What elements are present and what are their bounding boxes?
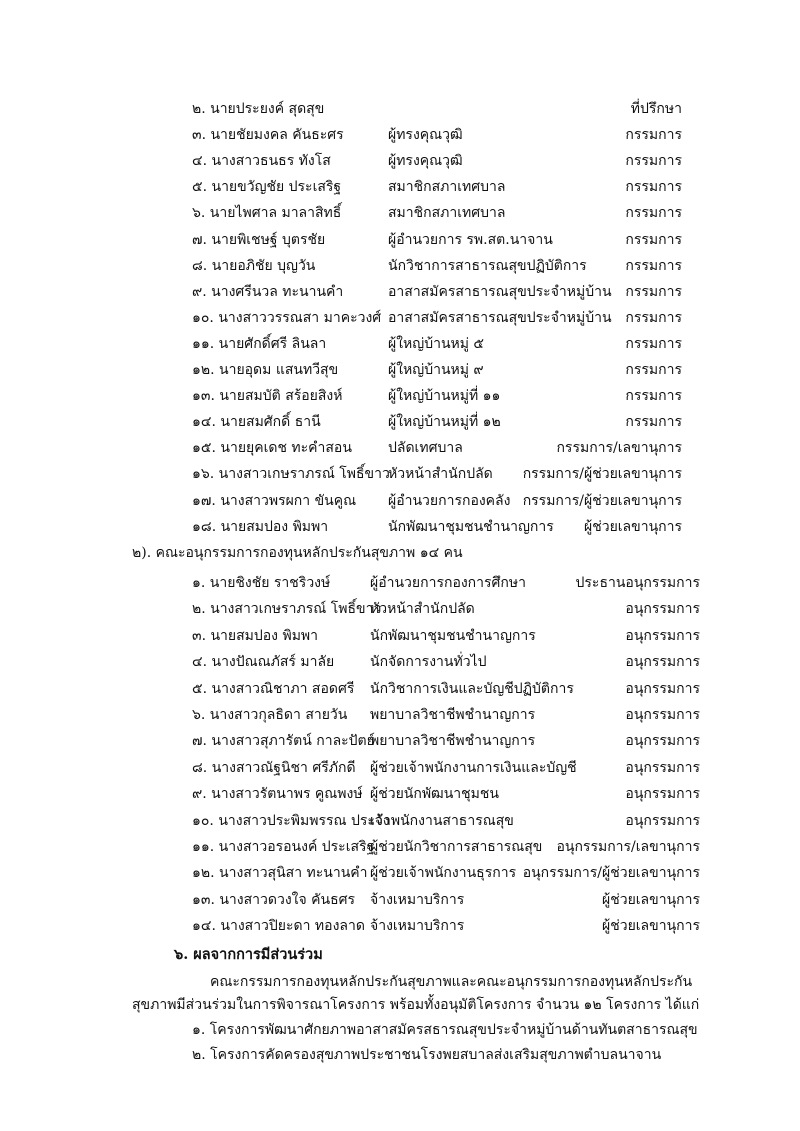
member-position: ผู้ช่วยเจ้าพนักงานธุรการ xyxy=(370,865,517,882)
subcommittee-row xyxy=(0,597,800,621)
member-name: ๑๘. นายสมปอง พิมพา xyxy=(192,518,329,535)
member-position: พยาบาลวิชาชีพชำนาญการ xyxy=(370,707,536,723)
committee-row xyxy=(0,280,800,304)
member-name: ๑๐. นางสาวประพิมพรรณ ประวัง xyxy=(192,812,390,829)
member-name: ๑๕. นายยุคเดช ทะคำสอน xyxy=(192,440,352,457)
member-name: ๑๔. นายสมศักดิ์ ธานี xyxy=(192,414,321,431)
committee-row xyxy=(0,97,800,121)
committee-row xyxy=(0,201,800,225)
member-position: ผู้ใหญ่บ้านหมู่ ๕ xyxy=(388,335,485,352)
committee-row xyxy=(0,436,800,460)
member-name: ๑๗. นางสาวพรผกา ขันคูณ xyxy=(192,492,357,509)
member-role: ประธานอนุกรรมการ xyxy=(575,575,700,591)
member-name: ๕. นางสาวณิชาภา สอดศรี xyxy=(192,680,355,697)
member-name: ๗. นายพิเชษฐ์ บุตรชัย xyxy=(192,231,326,248)
committee-row xyxy=(0,332,800,356)
member-name: ๑. นายชิงชัย ราชริวงษ์ xyxy=(192,575,331,591)
member-position: ผู้ใหญ่บ้านหมู่ที่ ๑๑ xyxy=(388,388,501,405)
member-role: กรรมการ xyxy=(625,179,682,196)
member-position: ผู้ใหญ่บ้านหมู่ ๙ xyxy=(388,362,484,378)
member-role: กรรมการ xyxy=(625,388,682,405)
member-name: ๑๒. นางสาวสุนิสา ทะนานคำ xyxy=(192,865,368,882)
member-name: ๕. นายขวัญชัย ประเสริฐ xyxy=(192,179,342,196)
member-role: กรรมการ xyxy=(625,153,682,170)
member-position: สมาชิกสภาเทศบาล xyxy=(388,205,506,222)
member-position: หัวหน้าสำนักปลัด xyxy=(388,466,493,483)
committee-row xyxy=(0,149,800,173)
member-name: ๔. นางสาวธนธร ทังโส xyxy=(192,153,331,170)
member-role: กรรมการ xyxy=(625,309,682,326)
member-name: ๑๐. นางสาววรรณสา มาคะวงศ์ xyxy=(192,309,382,326)
member-name: ๘. นายอภิชัย บุญวัน xyxy=(192,257,316,274)
member-name: ๘. นางสาวณัฐนิชา ศรีภักดี xyxy=(192,759,356,776)
member-role: อนุกรรมการ xyxy=(625,707,700,723)
committee-row xyxy=(0,410,800,434)
member-name: ๗. นางสาวสุภารัตน์ กาละปัตย์ xyxy=(192,733,375,750)
committee-row xyxy=(0,462,800,486)
member-name: ๑๒. นายอุดม แสนทวีสุข xyxy=(192,362,339,378)
member-role: กรรมการ xyxy=(625,335,682,352)
subcommittee-row xyxy=(0,914,800,938)
member-position: ผู้อำนวยการกองคลัง xyxy=(388,492,511,509)
member-role: อนุกรรมการ xyxy=(625,680,700,697)
committee-row xyxy=(0,489,800,513)
member-role: กรรมการ/เลขานุการ xyxy=(556,440,682,457)
member-role: อนุกรรมการ/เลขานุการ xyxy=(556,839,700,855)
section6-heading: ๖. ผลจากการมีส่วนร่วม xyxy=(174,946,323,963)
section6-paragraph-line2: สุขภาพมีส่วนร่วมในการพิจารณาโครงการ พร้อมทั้งอนุมัติโครงการ จำนวน ๑๒ โครงการ ได้แก่ xyxy=(132,997,700,1013)
committee-row xyxy=(0,123,800,147)
member-name: ๑๑. นางสาวอรอนงค์ ประเสริฐ xyxy=(192,839,375,855)
subcommittee-row xyxy=(0,835,800,859)
member-name: ๖. นายไพศาล มาลาสิทธิ์ xyxy=(192,205,342,222)
member-position: นักพัฒนาชุมชนชำนาญการ xyxy=(388,518,554,535)
subcommittee-row xyxy=(0,756,800,780)
subcommittee-row xyxy=(0,703,800,727)
member-position: เจ้าพนักงานสาธารณสุข xyxy=(370,812,514,829)
member-role: อนุกรรมการ xyxy=(625,654,700,671)
member-name: ๓. นายสมปอง พิมพา xyxy=(192,627,319,644)
member-position: ผู้ทรงคุณวุฒิ xyxy=(388,127,463,144)
member-name: ๑๑. นายศักดิ์ศรี ลินลา xyxy=(192,335,327,352)
member-position: ปลัดเทศบาล xyxy=(388,440,463,457)
subcommittee-row xyxy=(0,677,800,701)
committee-row xyxy=(0,384,800,408)
member-name: ๙. นางสาวรัตนาพร คูณพงษ์ xyxy=(192,786,363,803)
subcommittee-row xyxy=(0,571,800,595)
subcommittee-row xyxy=(0,624,800,648)
member-position: ผู้อำนวยการ รพ.สต.นาจาน xyxy=(388,231,553,248)
member-position: นักวิชาการสาธารณสุขปฏิบัติการ xyxy=(388,257,587,274)
subcommittee-row xyxy=(0,809,800,833)
member-position: จ้างเหมาบริการ xyxy=(370,918,465,935)
member-role: อนุกรรมการ xyxy=(625,627,700,644)
member-role: กรรมการ xyxy=(625,283,682,300)
section6-paragraph-line1: คณะกรรมการกองทุนหลักประกันสุขภาพและคณะอนุกรรมการกองทุนหลักประกัน xyxy=(210,974,693,990)
member-role: กรรมการ/ผู้ช่วยเลขานุการ xyxy=(522,466,682,483)
member-position: ผู้ใหญ่บ้านหมู่ที่ ๑๒ xyxy=(388,414,501,431)
member-role: ผู้ช่วยเลขานุการ xyxy=(602,891,700,908)
member-position: ผู้ทรงคุณวุฒิ xyxy=(388,153,463,170)
member-position: ผู้ช่วยนักวิชาการสาธารณสุข xyxy=(370,839,543,855)
member-name: ๒. นายประยงค์ สุดสุข xyxy=(192,101,325,117)
member-role: กรรมการ xyxy=(625,257,682,274)
member-position: สมาชิกสภาเทศบาล xyxy=(388,179,506,196)
member-name: ๓. นายชัยมงคล คันธะศร xyxy=(192,127,344,144)
member-role: ที่ปรึกษา xyxy=(630,101,682,117)
committee-row xyxy=(0,358,800,382)
member-role: อนุกรรมการ xyxy=(625,812,700,829)
subcommittee-row xyxy=(0,782,800,806)
member-position: ผู้ช่วยนักพัฒนาชุมชน xyxy=(370,786,499,803)
member-role: กรรมการ xyxy=(625,205,682,222)
subcommittee-row xyxy=(0,861,800,885)
member-position: นักวิชาการเงินและบัญชีปฏิบัติการ xyxy=(370,680,574,697)
subcommittee-row xyxy=(0,888,800,912)
member-position: ผู้ช่วยเจ้าพนักงานการเงินและบัญชี xyxy=(370,759,577,776)
member-role: อนุกรรมการ xyxy=(625,733,700,750)
member-position: พยาบาลวิชาชีพชำนาญการ xyxy=(370,733,536,750)
committee-row xyxy=(0,175,800,199)
member-name: ๑๓. นายสมบัติ สร้อยสิงห์ xyxy=(192,388,343,405)
member-role: อนุกรรมการ xyxy=(625,786,700,803)
member-role: กรรมการ xyxy=(625,362,682,378)
member-name: ๙. นางศรีนวล ทะนานคำ xyxy=(192,283,344,300)
member-name: ๑๔. นางสาวปิยะดา ทองลาด xyxy=(192,918,365,935)
committee-row xyxy=(0,254,800,278)
member-role: ผู้ช่วยเลขานุการ xyxy=(602,918,700,935)
member-name: ๔. นางปัณณภัสร์ มาลัย xyxy=(192,654,335,671)
member-position: นักจัดการงานทั่วไป xyxy=(370,654,487,671)
member-name: ๑๓. นางสาวดวงใจ คันธศร xyxy=(192,891,356,908)
committee-row xyxy=(0,515,800,539)
member-position: หัวหน้าสำนักปลัด xyxy=(370,601,475,618)
member-name: ๒. นางสาวเกษราภรณ์ โพธิ์ขาว xyxy=(192,601,382,618)
member-position: ผู้อำนวยการกองการศึกษา xyxy=(370,575,526,591)
member-role: อนุกรรมการ/ผู้ช่วยเลขานุการ xyxy=(522,865,700,882)
member-role: ผู้ช่วยเลขานุการ xyxy=(584,518,682,535)
committee-row xyxy=(0,306,800,330)
subcommittee-row xyxy=(0,650,800,674)
member-position: อาสาสมัครสาธารณสุขประจำหมู่บ้าน xyxy=(388,309,612,326)
member-role: กรรมการ xyxy=(625,127,682,144)
member-role: กรรมการ xyxy=(625,414,682,431)
project-item: ๑. โครงการพัฒนาศักยภาพอาสาสมัครสธารณสุขประจำหมู่บ้านด้านทันตสาธารณสุข xyxy=(192,1022,698,1038)
project-item: ๒. โครงการคัดครองสุขภาพประชาชนโรงพยสบาลส่งเสริมสุขภาพตำบลนาจาน xyxy=(192,1047,662,1063)
member-role: กรรมการ xyxy=(625,231,682,248)
member-name: ๖. นางสาวกุลธิดา สายวัน xyxy=(192,707,348,723)
member-role: กรรมการ/ผู้ช่วยเลขานุการ xyxy=(522,492,682,509)
member-position: อาสาสมัครสาธารณสุขประจำหมู่บ้าน xyxy=(388,283,612,300)
subcommittee-row xyxy=(0,729,800,753)
committee-row xyxy=(0,228,800,252)
member-name: ๑๖. นางสาวเกษราภรณ์ โพธิ์ขาว xyxy=(192,466,390,483)
subcommittee-heading: ๒). คณะอนุกรรมการกองทุนหลักประกันสุขภาพ ๑๔ คน xyxy=(132,545,463,561)
member-role: อนุกรรมการ xyxy=(625,759,700,776)
member-role: อนุกรรมการ xyxy=(625,601,700,618)
member-position: จ้างเหมาบริการ xyxy=(370,891,465,908)
member-position: นักพัฒนาชุมชนชำนาญการ xyxy=(370,627,536,644)
